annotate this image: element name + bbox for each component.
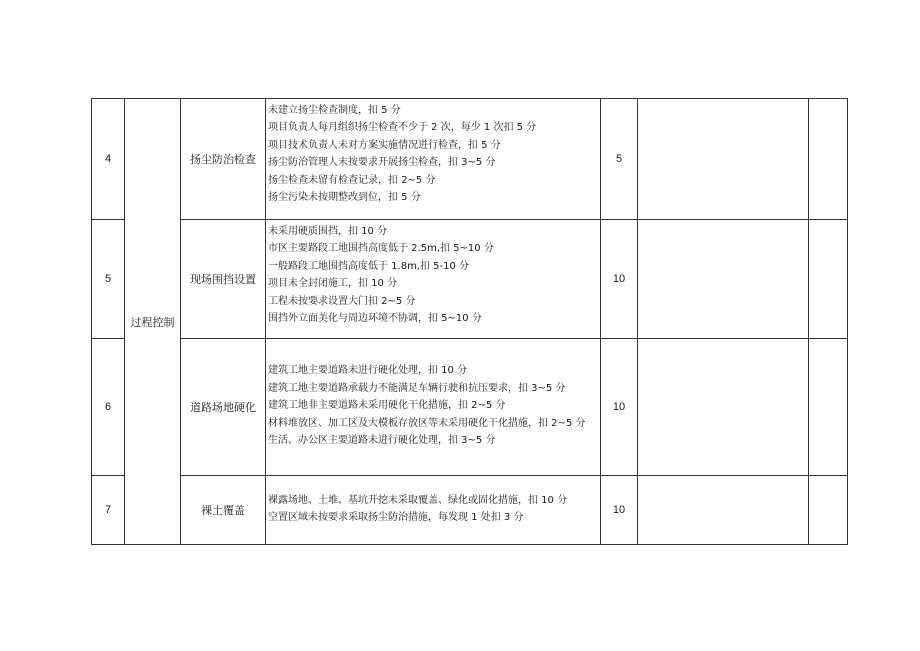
standard-line: 未采用硬质围挡，扣 10 分 [268, 226, 388, 237]
standard-line: 项目技术负责人未对方案实施情况进行检查，扣 5 分 [268, 139, 501, 151]
standard-line: 生活、办公区主要道路未进行硬化处理，扣 3~5 分 [268, 435, 496, 447]
blank-cell [809, 476, 848, 545]
check-item: 扬尘防治检查 [181, 99, 266, 220]
standards-cell [266, 339, 601, 476]
table-row [92, 476, 848, 545]
standards-cell [266, 220, 601, 339]
standard-line: 围挡外立面美化与周边环境不协调，扣 5~10 分 [268, 313, 482, 325]
score-cell: 10 [601, 339, 638, 476]
table-row [92, 99, 848, 220]
standard-line: 扬尘防治管理人未按要求开展扬尘检查，扣 3~5 分 [268, 157, 496, 169]
row-number: 7 [92, 476, 125, 545]
score-cell: 10 [601, 476, 638, 545]
check-item: 裸土覆盖 [181, 476, 266, 545]
standard-line: 一般路段工地围挡高度低于 1.8m,扣 5-10 分 [268, 260, 470, 272]
blank-cell [638, 99, 809, 220]
stage-label: 过程控制 [125, 99, 181, 545]
standard-line: 扬尘污染未按期整改到位，扣 5 分 [268, 192, 421, 204]
standard-line: 建筑工地主要道路未进行硬化处理，扣 10 分 [268, 365, 468, 377]
row-number: 4 [92, 99, 125, 220]
check-item: 道路场地硬化 [181, 339, 266, 476]
blank-cell [638, 220, 809, 339]
check-item: 现场围挡设置 [181, 220, 266, 339]
blank-cell [638, 339, 809, 476]
row-number: 6 [92, 339, 125, 476]
standards-cell [266, 476, 601, 545]
standard-line: 市区主要路段工地围挡高度低于 2.5m,扣 5~10 分 [268, 243, 494, 255]
standard-line: 建筑工地非主要道路未采用硬化干化措施，扣 2~5 分 [268, 400, 506, 412]
blank-cell [809, 339, 848, 476]
standard-line: 未建立扬尘检查制度，扣 5 分 [268, 105, 401, 116]
blank-cell [809, 220, 848, 339]
table-row [92, 220, 848, 339]
inspection-table [91, 98, 848, 545]
standard-line: 扬尘检查未留有检查记录，扣 2~5 分 [268, 174, 436, 186]
standard-line: 项目未全封闭施工，扣 10 分 [268, 278, 398, 290]
table-row [92, 339, 848, 476]
standard-line: 裸露场地、土堆、基坑开挖未采取覆盖、绿化或固化措施，扣 10 分 [268, 494, 568, 506]
blank-cell [809, 99, 848, 220]
standard-line: 工程未按要求设置大门扣 2~5 分 [268, 295, 416, 307]
standard-line: 项目负责人每月组织扬尘检查不少于 2 次，每少 1 次扣 5 分 [268, 122, 537, 134]
standard-line: 空置区域未按要求采取扬尘防治措施，每发现 1 处扣 3 分 [268, 512, 524, 523]
standard-line: 建筑工地主要道路承载力不能满足车辆行驶和抗压要求，扣 3~5 分 [268, 382, 566, 394]
score-cell: 10 [601, 220, 638, 339]
standards-cell [266, 99, 601, 220]
blank-cell [638, 476, 809, 545]
standard-line: 材料堆放区、加工区及大模板存放区等未采用硬化干化措施，扣 2~5 分 [268, 417, 586, 429]
score-cell: 5 [601, 99, 638, 220]
row-number: 5 [92, 220, 125, 339]
